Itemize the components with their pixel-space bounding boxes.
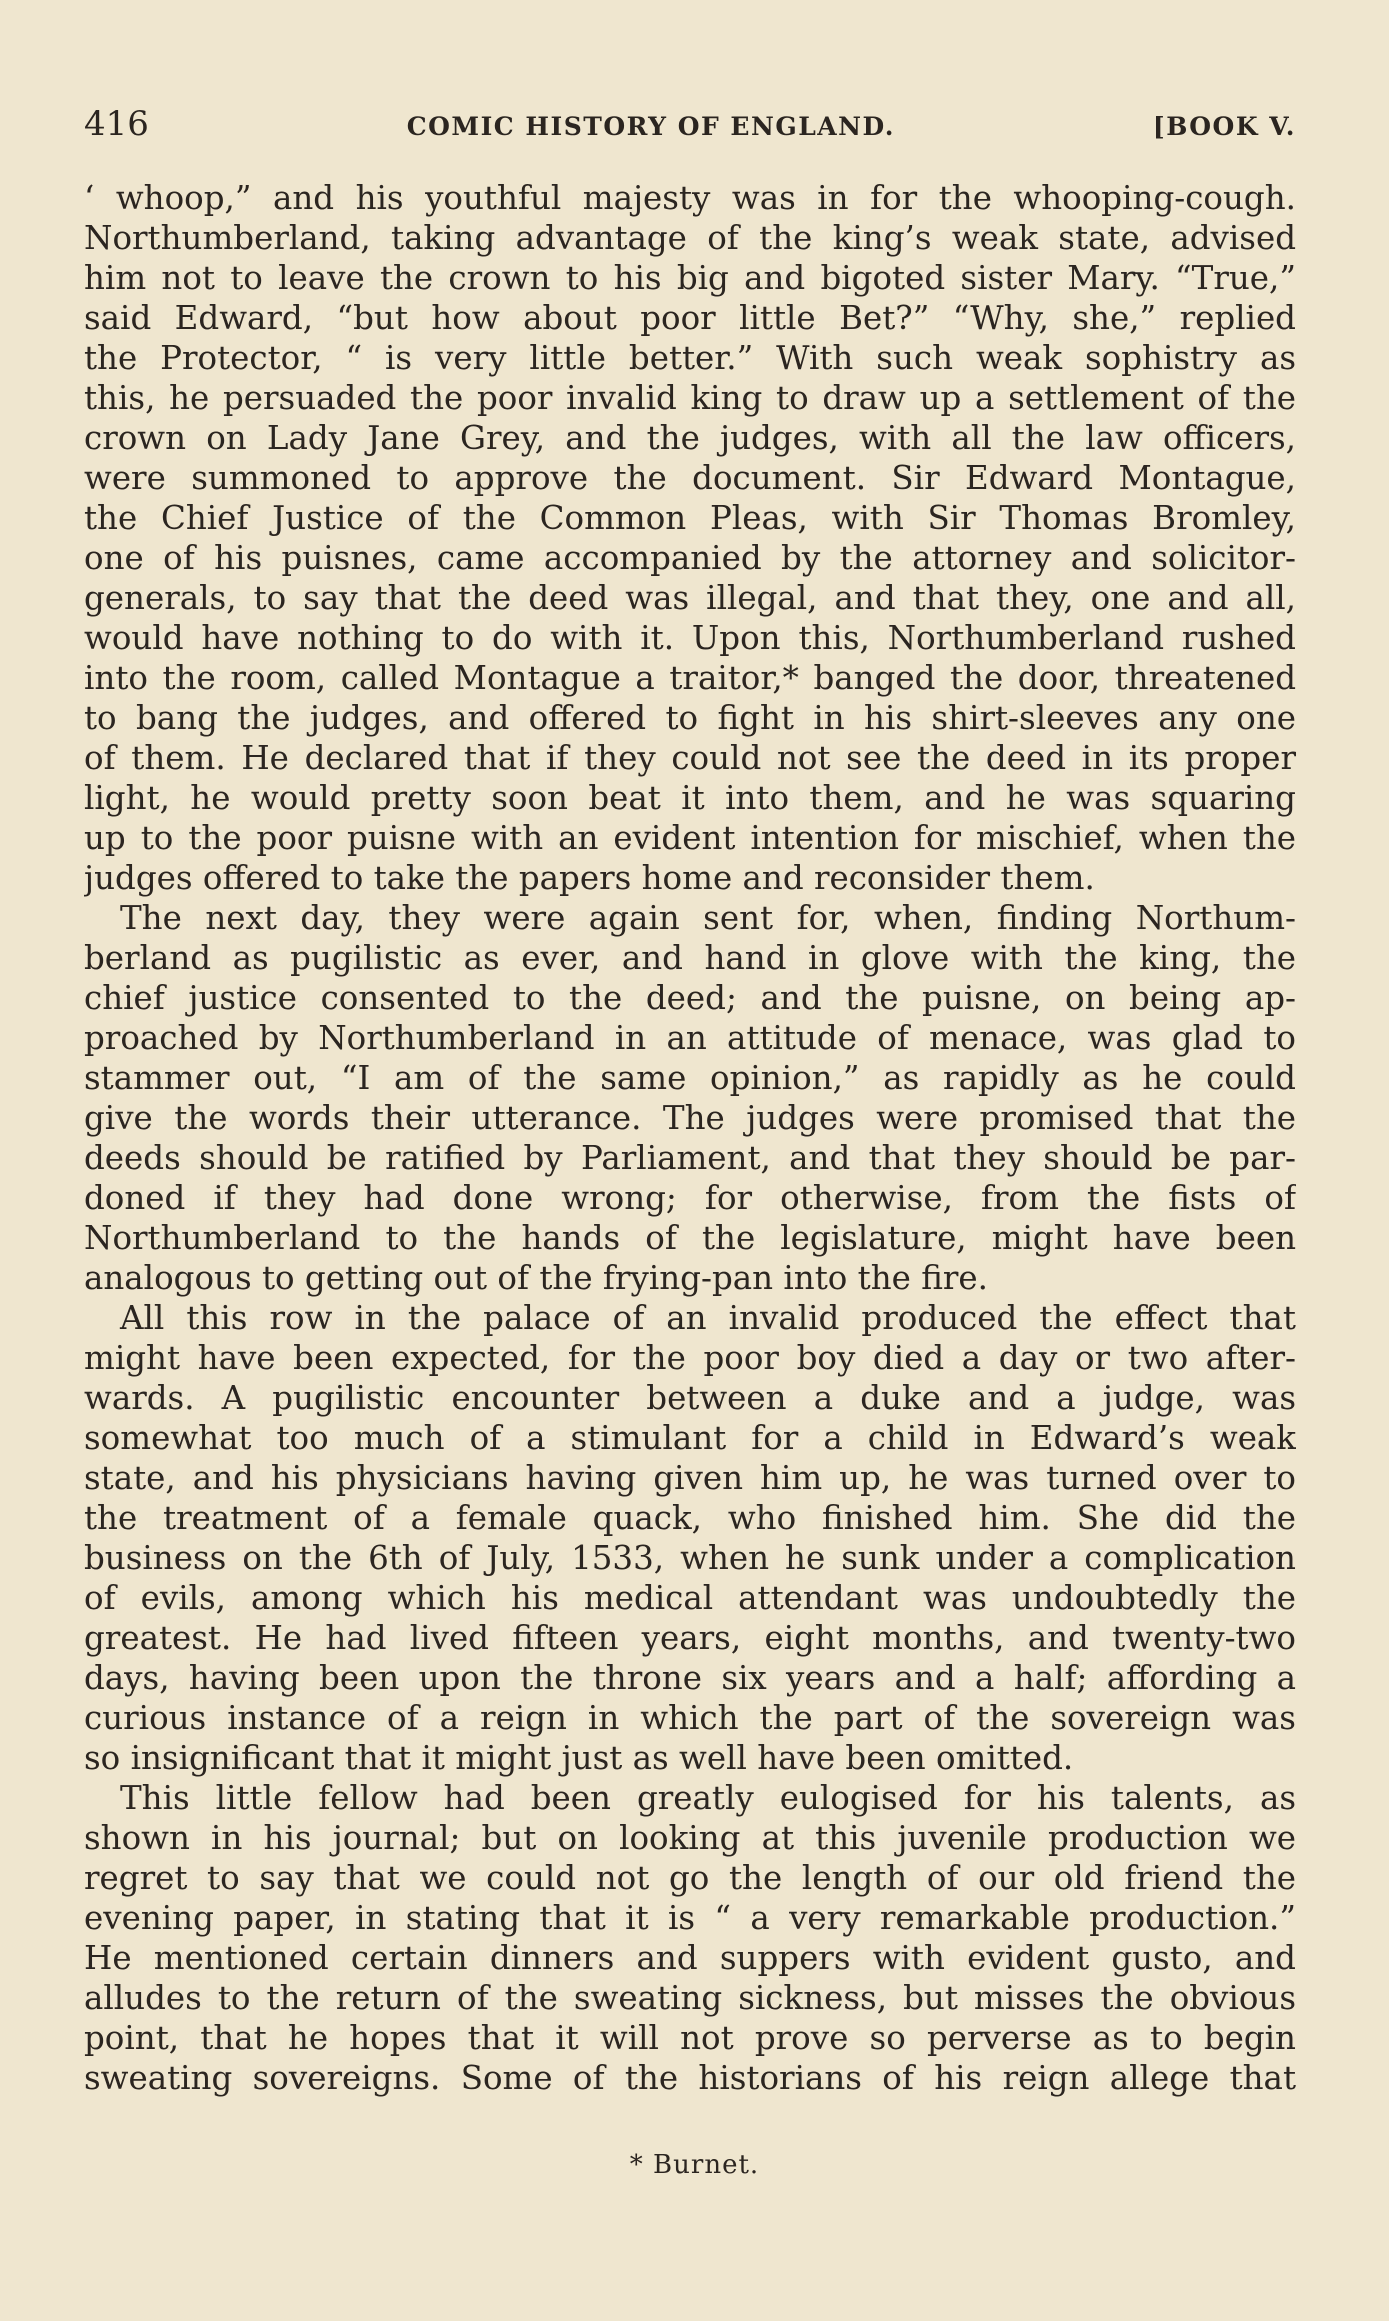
text-line: This little fellow had been greatly eulogised for his talents, as bbox=[120, 1779, 1296, 1817]
text-line: give the words their utterance. The judges were promised that the bbox=[84, 1099, 1296, 1137]
text-line: berland as pugilistic as ever, and hand in glove with the king, the bbox=[84, 939, 1296, 977]
page-header bbox=[84, 104, 1296, 144]
text-line: might have been expected, for the poor boy died a day or two after- bbox=[84, 1339, 1296, 1377]
text-line: greatest. He had lived fifteen years, eight months, and twenty-two bbox=[84, 1619, 1296, 1657]
text-line: the treatment of a female quack, who finished him. She did the bbox=[84, 1499, 1296, 1537]
text-line: generals, to say that the deed was illegal, and that they, one and all, bbox=[84, 579, 1296, 617]
text-line: state, and his physicians having given him up, he was turned over to bbox=[84, 1459, 1296, 1497]
text-line: of evils, among which his medical attendant was undoubtedly the bbox=[84, 1579, 1296, 1617]
text-line: of them. He declared that if they could not see the deed in its proper bbox=[84, 739, 1296, 777]
text-line: evening paper, in stating that it is “ a very remarkable production.” bbox=[84, 1899, 1296, 1937]
text-line: business on the 6th of July, 1533, when he sunk under a complication bbox=[84, 1539, 1296, 1577]
text-line: would have nothing to do with it. Upon this, Northumberland rushed bbox=[84, 619, 1296, 657]
text-line: curious instance of a reign in which the part of the sovereign was bbox=[84, 1699, 1296, 1737]
text-line: the Chief Justice of the Common Pleas, with Sir Thomas Bromley, bbox=[84, 499, 1296, 537]
text-line: The next day, they were again sent for, when, finding Northum- bbox=[120, 899, 1296, 937]
text-line: alludes to the return of the sweating sickness, but misses the obvious bbox=[84, 1979, 1296, 2017]
book-label: [BOOK V. bbox=[1152, 112, 1296, 141]
text-line: into the room, called Montague a traitor,* banged the door, threatened bbox=[84, 659, 1296, 697]
text-line: doned if they had done wrong; for otherwise, from the fists of bbox=[84, 1179, 1296, 1217]
text-line: judges offered to take the papers home and reconsider them. bbox=[84, 859, 1095, 897]
text-line: shown in his journal; but on looking at this juvenile production we bbox=[84, 1819, 1296, 1857]
text-line: somewhat too much of a stimulant for a child in Edward’s weak bbox=[84, 1419, 1296, 1457]
text-line: point, that he hopes that it will not prove so perverse as to begin bbox=[84, 2019, 1296, 2057]
text-line: light, he would pretty soon beat it into them, and he was squaring bbox=[84, 779, 1296, 817]
text-line: ‘ whoop,” and his youthful majesty was in for the whooping-cough. bbox=[84, 179, 1296, 217]
text-line: analogous to getting out of the frying-pan into the fire. bbox=[84, 1259, 989, 1297]
text-line: so insignificant that it might just as well have been omitted. bbox=[84, 1739, 1074, 1777]
text-line: proached by Northumberland in an attitude of menace, was glad to bbox=[84, 1019, 1296, 1057]
text-line: this, he persuaded the poor invalid king to draw up a settlement of the bbox=[84, 379, 1296, 417]
text-line: chief justice consented to the deed; and the puisne, on being ap- bbox=[84, 979, 1296, 1017]
text-line: sweating sovereigns. Some of the historians of his reign allege that bbox=[84, 2059, 1296, 2097]
text-line: the Protector, “ is very little better.” With such weak sophistry as bbox=[84, 339, 1296, 377]
text-line: days, having been upon the throne six years and a half; affording a bbox=[84, 1659, 1296, 1697]
text-line: wards. A pugilistic encounter between a duke and a judge, was bbox=[84, 1379, 1296, 1417]
text-line: Northumberland, taking advantage of the king’s weak state, advised bbox=[84, 219, 1296, 257]
page-number: 416 bbox=[84, 104, 149, 144]
running-title: COMIC HISTORY OF ENGLAND. bbox=[406, 112, 896, 141]
text-line: said Edward, “but how about poor little Bet?” “Why, she,” replied bbox=[84, 299, 1296, 337]
text-line: one of his puisnes, came accompanied by the attorney and solicitor- bbox=[84, 539, 1296, 577]
footnote: * Burnet. bbox=[629, 2150, 760, 2180]
text-line: crown on Lady Jane Grey, and the judges, with all the law officers, bbox=[84, 419, 1296, 457]
body-text bbox=[84, 178, 1296, 2098]
text-line: All this row in the palace of an invalid produced the effect that bbox=[120, 1299, 1296, 1337]
text-line: up to the poor puisne with an evident intention for mischief, when the bbox=[84, 819, 1296, 857]
text-line: Northumberland to the hands of the legislature, might have been bbox=[84, 1219, 1296, 1257]
text-line: regret to say that we could not go the length of our old friend the bbox=[84, 1859, 1296, 1897]
text-line: to bang the judges, and offered to fight in his shirt-sleeves any one bbox=[84, 699, 1296, 737]
text-line: stammer out, “I am of the same opinion,” as rapidly as he could bbox=[84, 1059, 1296, 1097]
text-line: him not to leave the crown to his big and bigoted sister Mary. “True,” bbox=[84, 259, 1296, 297]
text-line: He mentioned certain dinners and suppers with evident gusto, and bbox=[84, 1939, 1296, 1977]
text-line: deeds should be ratified by Parliament, and that they should be par- bbox=[84, 1139, 1296, 1177]
text-line: were summoned to approve the document. Sir Edward Montague, bbox=[84, 459, 1296, 497]
